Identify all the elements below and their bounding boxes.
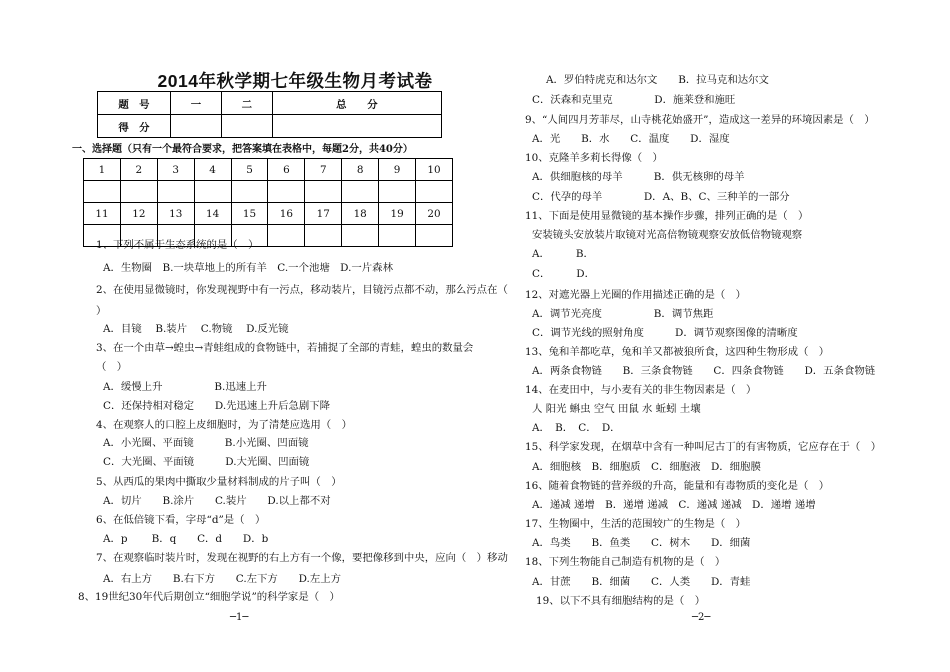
exam-title: 2014年秋学期七年级生物月考试卷	[157, 71, 433, 91]
answer-number: 13	[157, 203, 194, 225]
question-stem: 2、在使用显微镜时，你发现视野中有一污点，移动装片，目镜污点都不动，那么污点在（	[96, 284, 508, 296]
answer-cell[interactable]	[268, 181, 305, 203]
answer-number: 8	[342, 159, 379, 181]
answer-cell[interactable]	[84, 181, 121, 203]
answer-cell[interactable]	[379, 225, 416, 247]
answer-options: ）	[96, 305, 107, 317]
score-header-cell: 一	[171, 92, 222, 115]
answer-options: A．鸟类 B．鱼类 C．树木 D．细菌	[532, 537, 751, 549]
answer-cell[interactable]	[416, 181, 453, 203]
question-stem: 8、19世纪30年代后期创立“细胞学说”的科学家是（ ）	[78, 591, 340, 603]
answer-options: A．p B．q C．d D．b	[103, 533, 269, 545]
answer-options: C．代孕的母羊 D．A、B、C、三种羊的一部分	[532, 191, 790, 203]
answer-number: 11	[84, 203, 121, 225]
answer-number: 6	[268, 159, 305, 181]
score-label-cell: 得 分	[98, 115, 171, 138]
answer-options: C． D．	[532, 268, 596, 280]
answer-options: A．目镜 B.装片 C.物镜 D.反光镜	[103, 323, 289, 335]
answer-cell[interactable]	[268, 225, 305, 247]
question-stem: 10、克隆羊多莉长得像（ ）	[525, 152, 663, 164]
score-header-cell: 总 分	[272, 92, 441, 115]
answer-options: C．沃森和克里克 D．施莱登和施旺	[532, 94, 736, 106]
answer-number: 4	[194, 159, 231, 181]
answer-options: C．还保持相对稳定 D.先迅速上升后急剧下降	[103, 400, 331, 412]
question-stem: 12、对遮光器上光圈的作用描述正确的是（ ）	[525, 289, 747, 301]
answer-number: 7	[305, 159, 342, 181]
answer-cell[interactable]	[120, 181, 157, 203]
answer-options: A．细胞核 B．细胞质 C．细胞液 D．细胞膜	[532, 461, 761, 473]
answer-options: A．调节光亮度 B．调节焦距	[532, 308, 714, 320]
question-stem: 16、随着食物链的营养级的升高，能量和有毒物质的变化是（ ）	[525, 480, 830, 492]
score-cell[interactable]	[171, 115, 222, 138]
answer-number: 17	[305, 203, 342, 225]
score-header-cell: 题 号	[98, 92, 171, 115]
answer-number: 10	[416, 159, 453, 181]
answer-options: A．切片 B.涂片 C.装片 D.以上都不对	[103, 495, 331, 507]
answer-options: A． B． C． D．	[532, 422, 621, 434]
answer-cell[interactable]	[342, 225, 379, 247]
answer-options: 安装镜头安放装片取镜对光高倍物镜观察安放低倍物镜观察	[532, 229, 803, 241]
answer-number: 9	[379, 159, 416, 181]
question-stem: 11、下面是使用显微镜的基本操作步骤，排列正确的是（ ）	[525, 210, 809, 222]
question-stem: 6、在低倍镜下看，字母“d”是（ ）	[96, 514, 266, 526]
answer-number: 1	[84, 159, 121, 181]
score-header-cell: 二	[221, 92, 272, 115]
question-stem: 13、兔和羊都吃草，兔和羊又都被狼所食，这四种生物形成（ ）	[525, 346, 830, 358]
question-stem: 18、下列生物能自己制造有机物的是（ ）	[525, 556, 726, 568]
answer-cell[interactable]	[379, 181, 416, 203]
answer-options: A．光 B．水 C．温度 D．湿度	[532, 133, 730, 145]
answer-options: A．两条食物链 B．三条食物链 C．四条食物链 D．五条食物链	[532, 365, 876, 377]
answer-options: 人 阳光 蝌虫 空气 田鼠 水 蚯蚓 土壤	[532, 403, 701, 415]
score-table	[97, 91, 442, 138]
question-stem: 15、科学家发现，在烟草中含有一种叫尼古丁的有害物质，它应存在于（ ）	[525, 441, 882, 453]
answer-cell[interactable]	[231, 181, 268, 203]
answer-options: C．大光圈、平面镜 D.大光圈、凹面镜	[103, 456, 310, 468]
answer-options: A．罗伯特虎克和达尔文 B．拉马克和达尔文	[546, 74, 769, 86]
answer-options: A．缓慢上升 B.迅速上升	[103, 381, 267, 393]
answer-cell[interactable]	[305, 225, 342, 247]
answer-options: A．生物圈 B.一块草地上的所有羊 C.一个池塘 D.一片森林	[103, 262, 393, 274]
answer-number: 5	[231, 159, 268, 181]
answer-number: 20	[416, 203, 453, 225]
question-stem: 19、以下不具有细胞结构的是（ ）	[536, 595, 706, 607]
answer-options: A．右上方 B.右下方 C.左下方 D.左上方	[103, 573, 342, 585]
answer-number: 16	[268, 203, 305, 225]
answer-options: A．供细胞核的母羊 B．供无核卵的母羊	[532, 171, 745, 183]
question-stem: 1、下列不属于生态系统的是（ ）	[96, 239, 259, 251]
answer-cell[interactable]	[194, 181, 231, 203]
question-stem: 9、“人间四月芳菲尽，山寺桃花始盛开”，造成这一差异的环境因素是（ ）	[525, 114, 875, 126]
question-stem: 4、在观察人的口腔上皮细胞时，为了清楚应选用（ ）	[96, 419, 352, 431]
answer-cell[interactable]	[157, 181, 194, 203]
answer-options: A．递减 递增 B．递增 递减 C．递减 递减 D．递增 递增	[532, 499, 816, 511]
question-stem: 7、在观察临时装片时，发现在视野的右上方有一个像，要把像移到中央，应向（ ）移动	[96, 552, 508, 564]
answer-number: 12	[120, 203, 157, 225]
answer-cell[interactable]	[305, 181, 342, 203]
answer-options: C．调节光线的照射角度 D．调节观察图像的清晰度	[532, 327, 798, 339]
page-number-right: ─2─	[692, 612, 711, 623]
answer-number: 2	[120, 159, 157, 181]
answer-cell[interactable]	[342, 181, 379, 203]
page-number-left: ─1─	[230, 612, 249, 623]
answer-options: A． B．	[532, 248, 594, 260]
answer-grid	[83, 158, 453, 247]
question-stem: 17、生物圈中，生活的范围较广的生物是（ ）	[525, 518, 747, 530]
answer-options: A．甘蔗 B．细菌 C．人类 D．青蛙	[532, 576, 751, 588]
answer-number: 19	[379, 203, 416, 225]
question-stem: 14、在麦田中，与小麦有关的非生物因素是（ ）	[525, 384, 757, 396]
answer-number: 3	[157, 159, 194, 181]
answer-options: （ ）	[96, 361, 128, 373]
question-stem: 5、从西瓜的果肉中撕取少量材料制成的片子叫（ ）	[96, 476, 342, 488]
answer-options: A．小光圈、平面镜 B.小光圈、凹面镜	[103, 437, 309, 449]
score-cell[interactable]	[221, 115, 272, 138]
section-heading: 一、选择题（只有一个最符合要求，把答案填在表格中，每题2分，共40分）	[72, 144, 413, 155]
answer-number: 15	[231, 203, 268, 225]
question-stem: 3、在一个由草→蝗虫→青蛙组成的食物链中，若捕捉了全部的青蛙，蝗虫的数量会	[96, 342, 474, 354]
answer-number: 18	[342, 203, 379, 225]
score-cell[interactable]	[272, 115, 441, 138]
answer-cell[interactable]	[416, 225, 453, 247]
answer-number: 14	[194, 203, 231, 225]
